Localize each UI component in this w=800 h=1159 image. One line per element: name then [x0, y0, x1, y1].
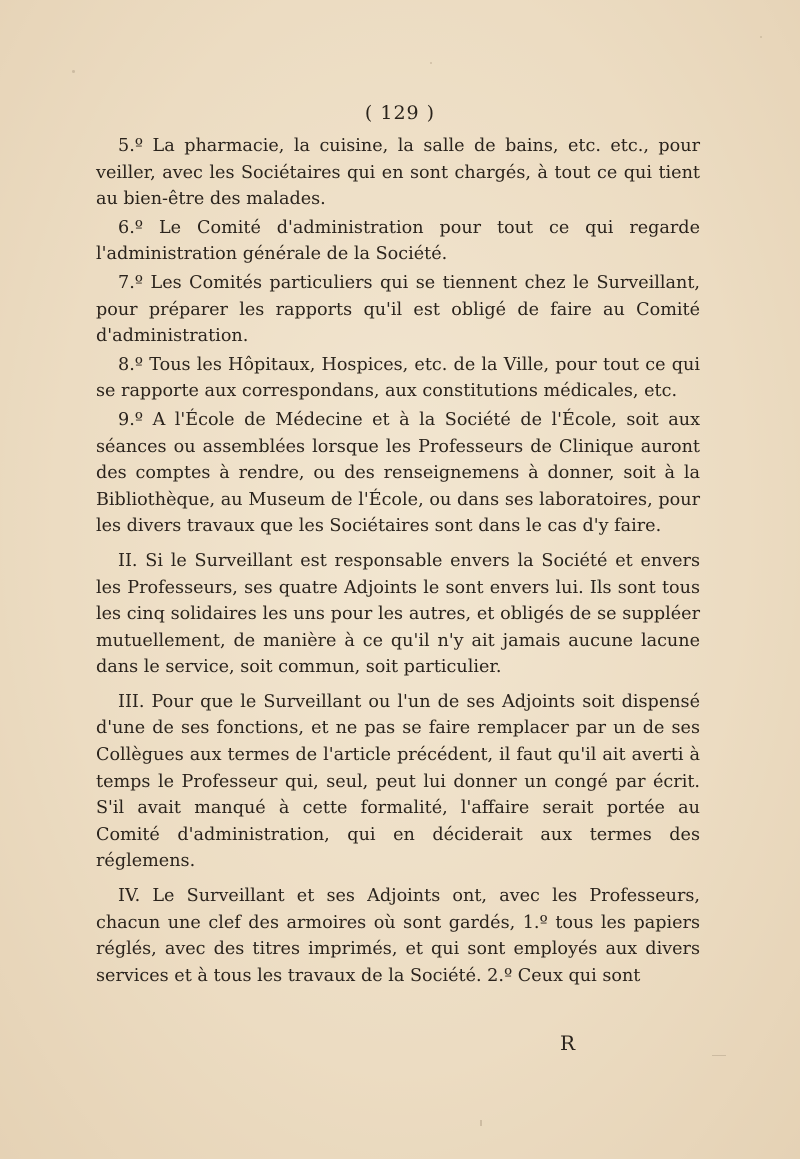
paper-speck [760, 36, 762, 38]
paragraph-9: 9.º A l'École de Médecine et à la Société de l'École, soit aux séances ou assemblées lorsque les Professeurs de Clinique auront des comptes à rendre, ou des renseignemens à donner, soit à la Bibliothèque, au Museum de l'École, ou dans ses laboratoires, pour les divers travaux que les Sociétaires sont dans le cas d'y faire. [96, 409, 700, 537]
paper-speck [712, 1055, 726, 1056]
paper-speck [430, 62, 432, 64]
article-II: II. Si le Surveillant est responsable envers la Société et envers les Professeurs, ses quatre Adjoints le sont envers lui. Ils sont tous les cinq solidaires les uns pour les autres, et obligés de se suppléer mutuellement, de manière à ce qu'il n'y ait jamais aucune lacune dans le service, soit commun, soit particulier. [96, 550, 700, 678]
article-III: III. Pour que le Surveillant ou l'un de ses Adjoints soit dispensé d'une de ses fonctions, et ne pas se faire remplacer par un de ses Collègues aux termes de l'article précédent, il faut qu'il ait averti à temps le Professeur qui, seul, peut lui donner un congé par écrit. S'il avait manqué à cette formalité, l'affaire serait portée au Comité d'administration, qui en déciderait aux termes des réglemens. [96, 691, 700, 872]
paper-speck [480, 1120, 482, 1126]
paper-speck [72, 70, 75, 73]
body-text [96, 133, 700, 991]
paragraph-5: 5.º La pharmacie, la cuisine, la salle de bains, etc. etc., pour veiller, avec les Sociétaires qui en sont chargés, à tout ce qui tient au bien-être des malades. [96, 136, 700, 210]
article-IV: IV. Le Surveillant et ses Adjoints ont, avec les Professeurs, chacun une clef des armoires où sont gardés, 1.º tous les papiers réglés, avec des titres imprimés, et qui sont employés aux divers services et à tous les travaux de la Société. 2.º Ceux qui sont [96, 886, 700, 986]
paragraph-7: 7.º Les Comités particuliers qui se tiennent chez le Surveillant, pour préparer les rapports qu'il est obligé de faire au Comité d'administration. [96, 272, 700, 347]
paragraph-8: 8.º Tous les Hôpitaux, Hospices, etc. de la Ville, pour tout ce qui se rapporte aux correspondans, aux constitutions médicales, etc. [96, 354, 700, 402]
paragraph-6: 6.º Le Comité d'administration pour tout ce qui regarde l'administration générale de la Société. [96, 217, 700, 265]
signature-mark: R [560, 1031, 576, 1055]
page-number: ( 129 ) [364, 102, 436, 124]
